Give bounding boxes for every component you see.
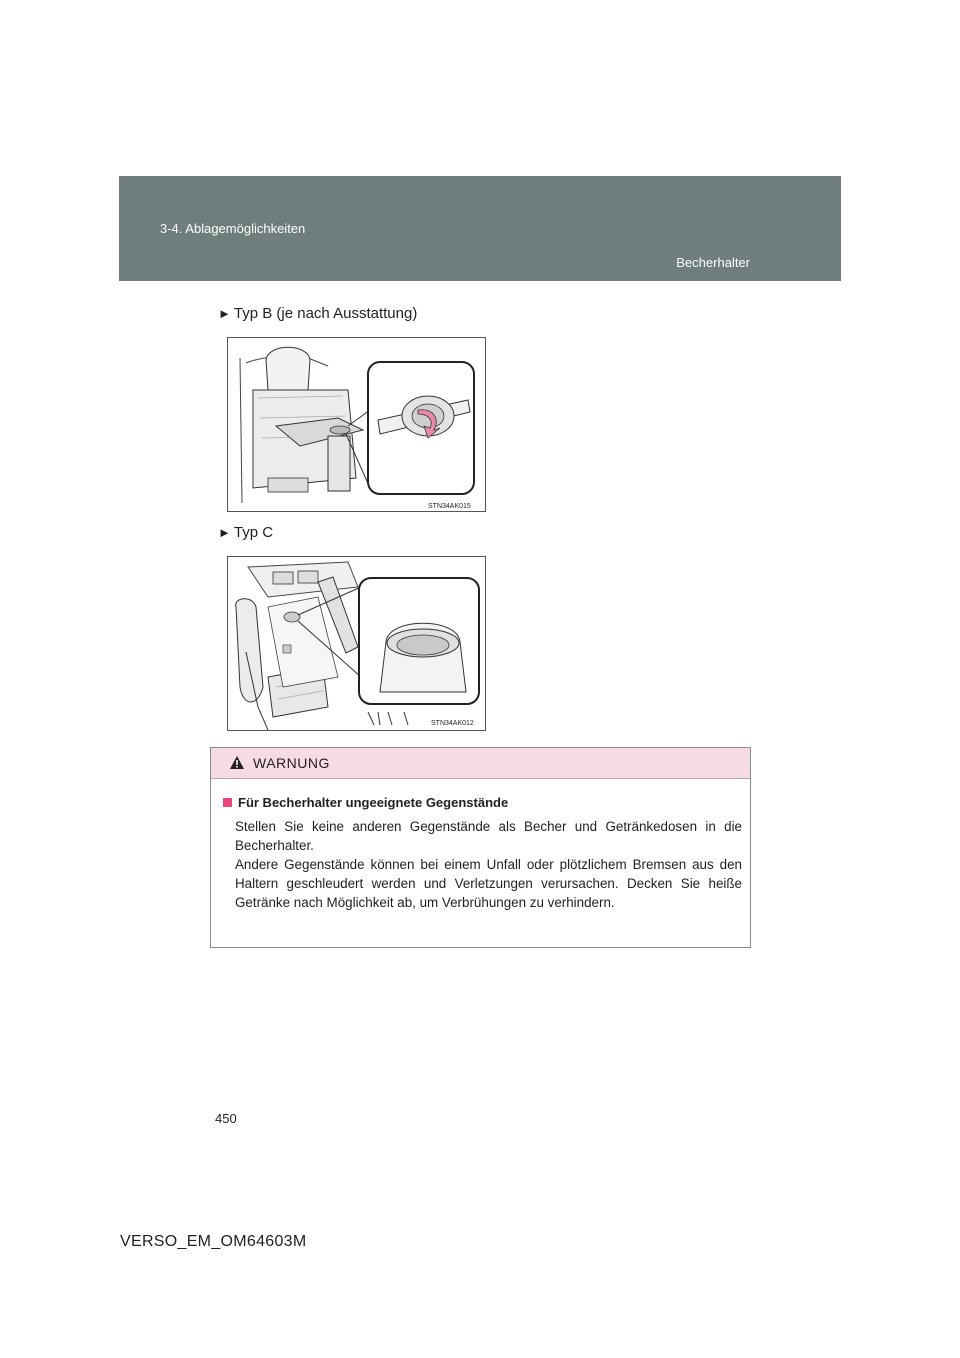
triangle-right-icon: ► bbox=[218, 525, 231, 540]
chapter-title: Becherhalter bbox=[676, 255, 750, 270]
warning-item-title bbox=[223, 795, 508, 810]
type-b-heading bbox=[218, 305, 417, 322]
warning-box bbox=[210, 747, 751, 948]
figure-code-b: STN34AK015 bbox=[428, 503, 471, 510]
warning-title: WARNUNG bbox=[253, 755, 330, 771]
warning-paragraph-1: Stellen Sie keine anderen Gegenstände als Becher und Getränkedosen in die Becherhalter. bbox=[235, 819, 742, 853]
figure-code-c: STN34AK012 bbox=[431, 720, 474, 727]
triangle-right-icon: ► bbox=[218, 306, 231, 321]
figure-type-c bbox=[227, 556, 486, 731]
section-label: 3-4. Ablagemöglichkeiten bbox=[160, 221, 306, 236]
chapter-header bbox=[119, 176, 841, 281]
warning-paragraph-2: Andere Gegenstände können bei einem Unfall oder plötzlichem Bremsen aus den Haltern geschleudert werden und Verletzungen verursachen. Decken Sie heiße Getränke nach Möglichkeit ab, um Verbrühungen zu verhindern. bbox=[235, 857, 742, 910]
type-c-label: Typ C bbox=[233, 524, 274, 541]
document-code: VERSO_EM_OM64603M bbox=[120, 1233, 307, 1250]
warning-triangle-icon bbox=[229, 755, 245, 770]
warning-item-title-text: Für Becherhalter ungeeignete Gegenstände bbox=[238, 795, 509, 810]
figure-type-b bbox=[227, 337, 486, 512]
warning-header bbox=[211, 748, 750, 779]
warning-text bbox=[235, 817, 742, 912]
type-b-label: Typ B (je nach Ausstattung) bbox=[233, 305, 418, 322]
cup-holder-type-c-illustration bbox=[228, 557, 485, 730]
pink-square-bullet-icon bbox=[223, 798, 232, 807]
cup-holder-type-b-illustration bbox=[228, 338, 485, 511]
type-c-heading bbox=[218, 524, 273, 541]
page-number: 450 bbox=[215, 1111, 237, 1126]
